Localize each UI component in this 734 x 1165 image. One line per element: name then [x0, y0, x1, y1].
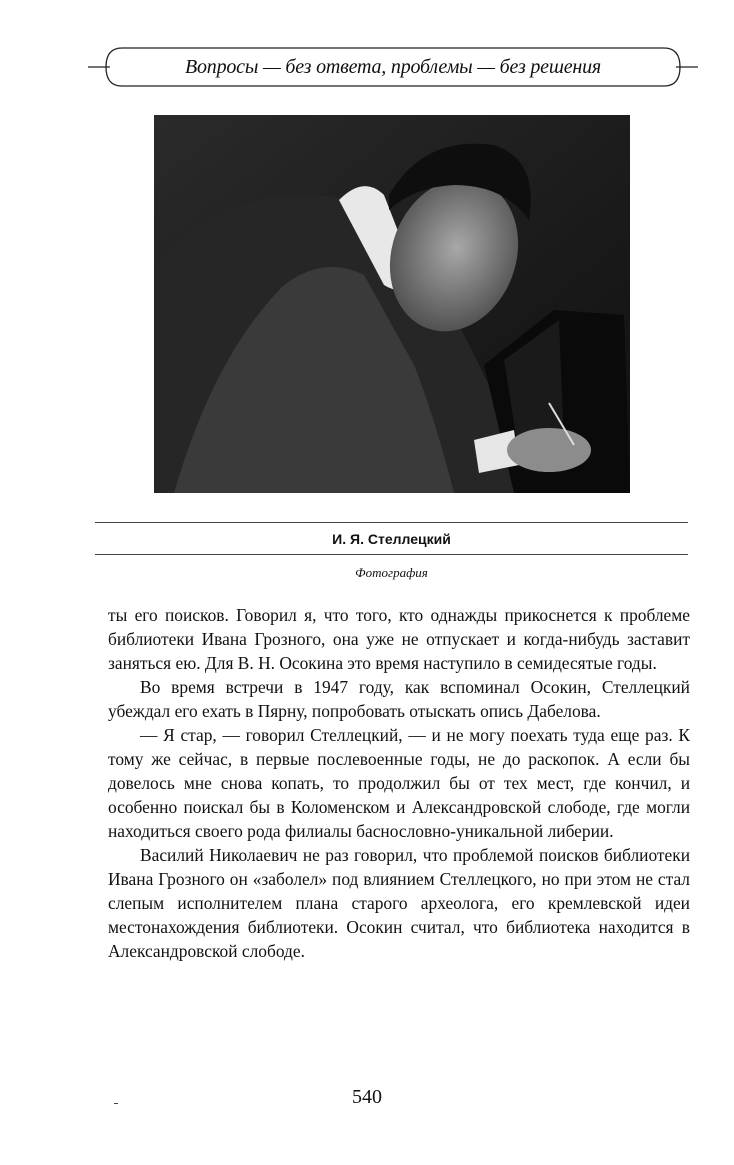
paragraph: Во время встречи в 1947 году, как вспоминал Осокин, Стеллецкий убеждал его ехать в Пярну, попробовать отыскать опись Дабелова.	[108, 677, 690, 721]
figure-caption-name: И. Я. Стеллецкий	[332, 531, 451, 547]
paragraph: ты его поисков. Говорил я, что того, кто однажды прикоснется к проблеме библиотеки Ивана Грозного, она уже не отпускает и когда-нибудь заставит заняться ею. Для В. Н. Осокина это время наступило в семидесятые годы.	[108, 605, 690, 673]
caption-rule-bottom	[95, 554, 688, 555]
page-number: 540	[352, 1086, 382, 1108]
running-head	[88, 44, 698, 90]
body-text	[108, 603, 690, 963]
running-head-title: Вопросы — без ответа, проблемы — без решения	[184, 56, 602, 78]
paragraph: — Я стар, — говорил Стеллецкий, — и не могу поехать туда еще раз. К тому же сейчас, в первые послевоенные годы, не до раскопок. А если бы довелось мне снова копать, то продолжил бы от тех мест, где кончил, и особенно поискал бы в Коломенском и Александровской слободе, где могли находиться своего рода филиалы баснословно-уникальной либерии.	[108, 725, 690, 841]
portrait-photo	[154, 115, 630, 493]
paragraph: Василий Николаевич не раз говорил, что проблемой поисков библиотеки Ивана Грозного он «заболел» под влиянием Стеллецкого, но при этом не стал слепым исполнителем плана старого археолога, его кремлевской идеи местонахождения библиотеки. Осокин считал, что библиотека находится в Александровской слободе.	[108, 845, 690, 961]
figure-caption-subtitle: Фотография	[355, 565, 428, 580]
caption-rule-top	[95, 522, 688, 523]
